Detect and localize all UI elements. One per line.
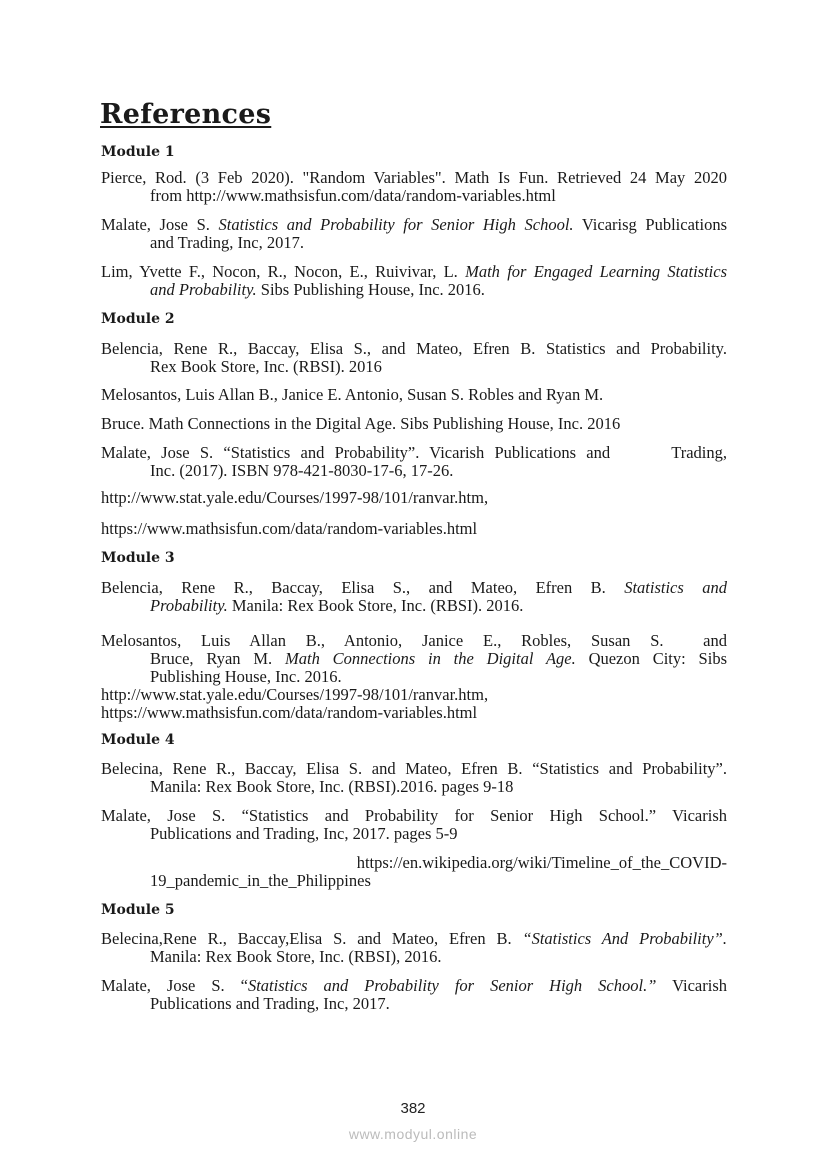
reference-line (101, 668, 727, 686)
reference-text: Melosantos, Luis Allan B., Antonio, Janice E., Robles, Susan S. and (101, 631, 727, 650)
reference-line (101, 930, 727, 948)
reference-text: Quezon City: Sibs (575, 649, 727, 668)
reference-text: Belecina, Rene R., Baccay, Elisa S. and Mateo, Efren B. “Statistics and Probability”. (101, 759, 727, 778)
reference-title-text: and Probability. (150, 280, 257, 299)
reference-text: Malate, Jose S. “Statistics and Probability”. Vicarish Publications and Trading, (101, 443, 727, 462)
reference-line (101, 489, 727, 507)
reference-entry (101, 760, 727, 796)
reference-title-text: Math for Engaged Learning Statistics (465, 262, 727, 281)
reference-text: Vicarish (656, 976, 727, 995)
reference-text: https://www.mathsisfun.com/data/random-variables.html (101, 703, 478, 722)
reference-entry (101, 977, 727, 1013)
reference-line (101, 704, 727, 722)
reference-line (101, 281, 727, 299)
reference-line (101, 386, 727, 404)
reference-text: Bruce. Math Connections in the Digital Age. Sibs Publishing House, Inc. 2016 (101, 414, 621, 433)
reference-text: Rex Book Store, Inc. (RBSI). 2016 (150, 357, 382, 376)
reference-entry (101, 807, 727, 843)
reference-title-text: Math Connections in the Digital Age. (285, 649, 576, 668)
reference-text: Melosantos, Luis Allan B., Janice E. Antonio, Susan S. Robles and Ryan M. (101, 385, 604, 404)
page-number: 382 (400, 1100, 426, 1117)
reference-line (101, 216, 727, 234)
reference-title-text: Statistics and Probability for Senior High School.” (247, 976, 657, 995)
reference-title-text: Statistics and Probability for Senior High School. (218, 215, 574, 234)
reference-line (101, 778, 727, 796)
module-heading: Module 1 (101, 144, 175, 160)
reference-line (101, 760, 727, 778)
reference-line (101, 948, 727, 966)
reference-line (101, 444, 727, 462)
reference-line (101, 597, 727, 615)
reference-text: Pierce, Rod. (3 Feb 2020). "Random Variables". Math Is Fun. Retrieved 24 May 2020 (101, 168, 727, 187)
reference-text: Publications and Trading, Inc, 2017. (150, 994, 390, 1013)
reference-line (101, 872, 727, 890)
reference-text: and Trading, Inc, 2017. (150, 233, 304, 252)
reference-line (101, 650, 727, 668)
reference-line (101, 686, 727, 704)
reference-text: from http://www.mathsisfun.com/data/random-variables.html (150, 186, 556, 205)
reference-entry (101, 579, 727, 615)
reference-text: Manila: Rex Book Store, Inc. (RBSI). 2016. (227, 596, 524, 615)
reference-entry (101, 632, 727, 686)
reference-entry (101, 930, 727, 966)
reference-text: Belencia, Rene R., Baccay, Elisa S., and Mateo, Efren B. (101, 578, 625, 597)
reference-title-text: “Statistics And Probability”. (522, 929, 727, 948)
reference-line (101, 807, 727, 825)
reference-line (101, 462, 727, 480)
watermark: www.modyul.online (348, 1126, 478, 1142)
reference-line (101, 358, 727, 376)
reference-text: Manila: Rex Book Store, Inc. (RBSI).2016. pages 9-18 (150, 777, 514, 796)
reference-line (101, 854, 727, 872)
reference-line (101, 995, 727, 1013)
reference-line (101, 632, 727, 650)
module-heading: Module 3 (101, 550, 175, 566)
reference-entry (101, 444, 727, 480)
reference-text: Publications and Trading, Inc, 2017. pages 5-9 (150, 824, 458, 843)
reference-text: Manila: Rex Book Store, Inc. (RBSI), 2016. (150, 947, 442, 966)
reference-line (101, 187, 727, 205)
reference-text: Malate, Jose S. (101, 215, 219, 234)
reference-text: http://www.stat.yale.edu/Courses/1997-98/101/ranvar.htm, (101, 488, 489, 507)
reference-text: Vicarisg Publications (573, 215, 727, 234)
reference-text: Malate, Jose S. “Statistics and Probability for Senior High School.” Vicarish (101, 806, 727, 825)
reference-entry (101, 169, 727, 205)
reference-entry (101, 386, 727, 404)
reference-text: 19_pandemic_in_the_Philippines (150, 871, 371, 890)
reference-text: Belencia, Rene R., Baccay, Elisa S., and Mateo, Efren B. Statistics and Probability. (101, 339, 727, 358)
reference-text: Lim, Yvette F., Nocon, R., Nocon, E., Ruivivar, L. (101, 262, 466, 281)
reference-entry (101, 340, 727, 376)
module-heading: Module 4 (101, 732, 175, 748)
reference-text: Malate, Jose S. “ (101, 976, 248, 995)
reference-line (101, 415, 727, 433)
reference-line (101, 825, 727, 843)
reference-line (101, 520, 727, 538)
reference-text: http://www.stat.yale.edu/Courses/1997-98/101/ranvar.htm, (101, 685, 489, 704)
page-title: References (100, 99, 272, 130)
reference-text: Belecina,Rene R., Baccay,Elisa S. and Mateo, Efren B. (101, 929, 523, 948)
reference-entry (101, 415, 727, 433)
reference-line (101, 340, 727, 358)
reference-text: Sibs Publishing House, Inc. 2016. (256, 280, 485, 299)
reference-line (101, 234, 727, 252)
reference-entry (101, 854, 727, 890)
reference-line (101, 263, 727, 281)
reference-line (101, 579, 727, 597)
reference-text: https://en.wikipedia.org/wiki/Timeline_of_the_COVID- (101, 853, 727, 872)
reference-text: Publishing House, Inc. 2016. (150, 667, 342, 686)
reference-title-text: Statistics and (624, 578, 727, 597)
reference-entry (101, 216, 727, 252)
module-heading: Module 5 (101, 902, 175, 918)
reference-title-text: Probability. (150, 596, 228, 615)
reference-text: Bruce, Ryan M. (150, 649, 285, 668)
reference-entry (101, 263, 727, 299)
reference-entry (101, 704, 727, 722)
reference-line (101, 977, 727, 995)
reference-line (101, 169, 727, 187)
module-heading: Module 2 (101, 311, 175, 327)
reference-entry (101, 520, 727, 538)
reference-entry (101, 686, 727, 704)
reference-text: Inc. (2017). ISBN 978-421-8030-17-6, 17-26. (150, 461, 454, 480)
reference-entry (101, 489, 727, 507)
reference-text: https://www.mathsisfun.com/data/random-variables.html (101, 519, 478, 538)
